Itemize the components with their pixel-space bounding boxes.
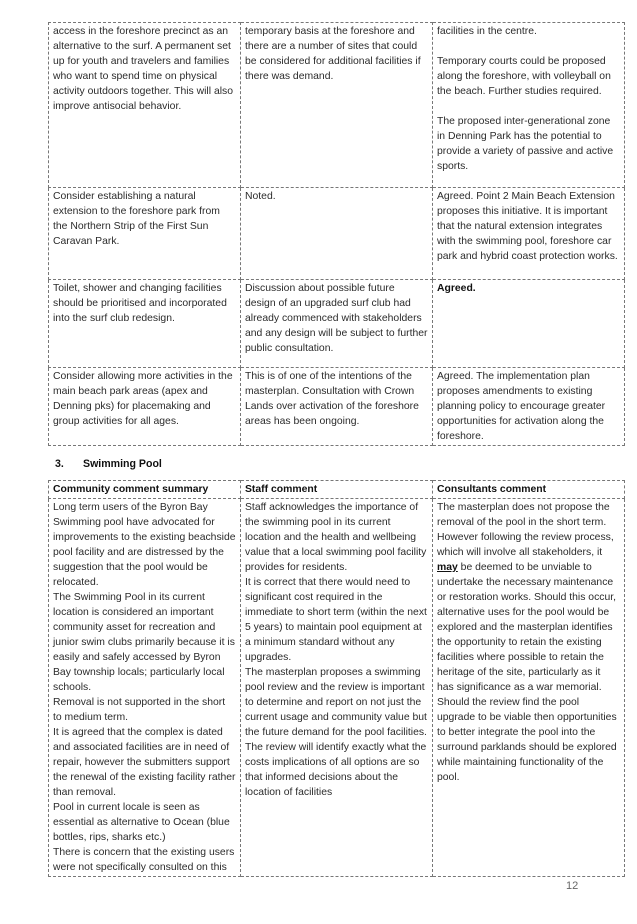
consultant-cell: Agreed. The implementation plan proposes amendments to existing planning policy to encourage greater opportunities for activation along the foreshore. (433, 368, 625, 446)
comments-table-continued (48, 22, 625, 446)
section-heading (55, 458, 162, 470)
emphasis-may: may (437, 562, 458, 573)
section-title: Swimming Pool (83, 458, 162, 470)
swimming-pool-comments-table (48, 480, 625, 877)
paragraph: Temporary courts could be proposed along the foreshore, with volleyball on the beach. Further studies required. (437, 56, 611, 97)
consultant-text: The masterplan does not propose the removal of the pool in the short term. However following the review process, which will involve all stakeholders, it (437, 502, 614, 558)
paragraph: The masterplan proposes a swimming pool review and the review is important to determine and report on not just the current usage and community value but the future demand for the pool facilities. The review will identify exactly what the costs implications of all options are so that informed decisions about the location of facilities (245, 667, 427, 798)
paragraph: It is agreed that the complex is dated and associated facilities are in need of repair, however the submitters support the renewal of the existing facility rather than removal. (53, 727, 236, 798)
staff-cell: Discussion about possible future design of an upgraded surf club had already commenced with stakeholders and any design will be subject to further public consultation. (241, 280, 433, 368)
consultant-cell (433, 23, 625, 188)
consultant-text: be deemed to be unviable to undertake the necessary maintenance or restoration works. Should this occur, alternative uses for the pool would be explored and the masterplan identifies the opportunity to retain the existing facilities where possible to retain the heritage of the site, particularly as it has significance as a war memorial. Should the review find the pool upgrade to be viable then opportunities to better integrate the pool into the surround parklands should be explored while maintaining functionality of the pool. (437, 562, 617, 783)
paragraph: Staff acknowledges the importance of the swimming pool in its current location and the health and wellbeing value that a local swimming pool facility provides for residents. (245, 502, 427, 573)
paragraph: Long term users of the Byron Bay Swimming pool have advocated for improvements to the existing beachside pool facility and are distressed by the suggestion that the pool would be relocated. (53, 502, 236, 588)
table-row (49, 23, 625, 188)
column-header: Consultants comment (433, 481, 625, 499)
paragraph: The Swimming Pool in its current location is considered an important community asset for recreation and junior swim clubs primarily because it is easily and safely accessed by Byron Bay township locals; particularly local schools. (53, 592, 235, 693)
column-header: Community comment summary (49, 481, 241, 499)
community-cell: Toilet, shower and changing facilities should be prioritised and incorporated into the surf club redesign. (49, 280, 241, 368)
community-cell: access in the foreshore precinct as an alternative to the surf. A permanent set up for youth and travelers and families who want to spend time on physical activity outdoors together. This will also improve antisocial behavior. (49, 23, 241, 188)
paragraph: There is concern that the existing users were not specifically consulted on this (53, 847, 235, 873)
community-cell (49, 499, 241, 877)
table-row (49, 499, 625, 877)
paragraph: Pool in current locale is seen as essential as alternative to Ocean (blue bottles, rips, sharks etc.) (53, 802, 230, 843)
table-row (49, 368, 625, 446)
staff-cell: temporary basis at the foreshore and there are a number of sites that could be considered for additional facilities if there was demand. (241, 23, 433, 188)
table-row (49, 280, 625, 368)
consultant-cell: Agreed. Point 2 Main Beach Extension proposes this initiative. It is important that the natural extension integrates with the swimming pool, foreshore car park and hybrid coast protection works. (433, 188, 625, 280)
staff-cell: This is of one of the intentions of the masterplan. Consultation with Crown Lands over activation of the foreshore areas has been ongoing. (241, 368, 433, 446)
paragraph: facilities in the centre. (437, 26, 537, 37)
column-header: Staff comment (241, 481, 433, 499)
community-cell: Consider establishing a natural extension to the foreshore park from the Northern Strip of the First Sun Caravan Park. (49, 188, 241, 280)
community-cell: Consider allowing more activities in the main beach park areas (apex and Denning pks) for placemaking and group activities for all ages. (49, 368, 241, 446)
table-row (49, 188, 625, 280)
paragraph: Removal is not supported in the short to medium term. (53, 697, 226, 723)
consultant-cell: Agreed. (433, 280, 625, 368)
consultant-cell (433, 499, 625, 877)
table-header-row (49, 481, 625, 499)
staff-cell: Noted. (241, 188, 433, 280)
page-number: 12 (566, 880, 579, 892)
paragraph: It is correct that there would need to significant cost required in the immediate to short term (within the next 5 years) to maintain pool equipment at a minimum standard without any upgrades. (245, 577, 427, 663)
paragraph: The proposed inter-generational zone in Denning Park has the potential to provide a variety of passive and active sports. (437, 116, 614, 172)
section-number: 3. (55, 458, 64, 470)
staff-cell (241, 499, 433, 877)
